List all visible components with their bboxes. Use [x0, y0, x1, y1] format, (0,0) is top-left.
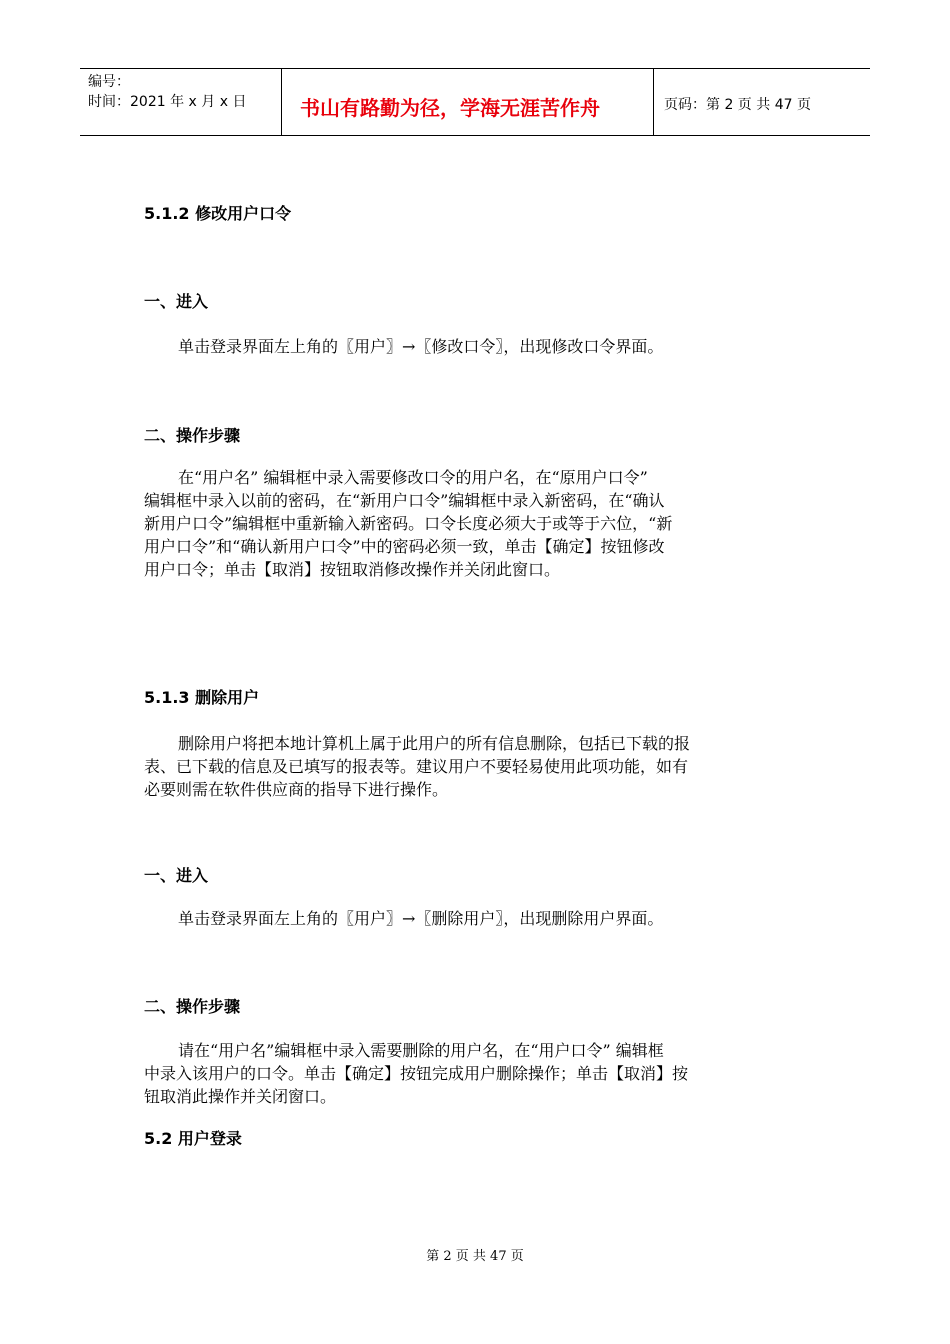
section-5-1-3-steps-heading: 二、操作步骤 — [144, 997, 241, 1016]
section-5-1-3-intro-paragraph — [144, 732, 804, 801]
section-5-2-title: 5.2 用户登录 — [144, 1129, 242, 1148]
section-5-1-2-enter-heading: 一、进入 — [144, 292, 209, 311]
section-5-1-2-enter-text: 单击登录界面左上角的〖用户〗→〖修改口令〗，出现修改口令界面。 — [178, 337, 664, 356]
header-motto: 书山有路勤为径，学海无涯苦作舟 — [300, 96, 600, 120]
paragraph-line: 表、已下载的信息及已填写的报表等。建议用户不要轻易使用此项功能，如有 — [144, 757, 689, 776]
paragraph-line: 用户口令”和“确认新用户口令”中的密码必须一致，单击【确定】按钮修改 — [144, 537, 665, 556]
header-page-info: 页码：第 2 页 共 47 页 — [664, 97, 811, 113]
paragraph-line: 中录入该用户的口令。单击【确定】按钮完成用户删除操作；单击【取消】按 — [144, 1064, 689, 1083]
paragraph-line: 删除用户将把本地计算机上属于此用户的所有信息删除，包括已下载的报 — [178, 734, 691, 753]
section-5-1-2-steps-heading: 二、操作步骤 — [144, 426, 241, 445]
paragraph-line: 编辑框中录入以前的密码，在“新用户口令”编辑框中录入新密码，在“确认 — [144, 491, 665, 510]
paragraph-line: 请在“用户名”编辑框中录入需要删除的用户名，在“用户口令” 编辑框 — [178, 1041, 664, 1060]
header-motto-cell — [282, 69, 654, 135]
section-5-1-3-steps-paragraph — [144, 1039, 804, 1108]
header-meta-cell — [80, 69, 282, 135]
footer-page-number: 第 2 页 共 47 页 — [426, 1249, 524, 1264]
paragraph-line: 新用户口令”编辑框中重新输入新密码。口令长度必须大于或等于六位，“新 — [144, 514, 673, 533]
section-5-1-2-title: 5.1.2 修改用户口令 — [144, 204, 292, 223]
page-footer — [0, 1245, 950, 1264]
paragraph-line: 在“用户名” 编辑框中录入需要修改口令的用户名，在“原用户口令” — [178, 468, 648, 487]
document-number-label: 编号： — [88, 74, 130, 90]
page-header — [80, 68, 870, 136]
section-5-1-2-steps-paragraph — [144, 466, 804, 581]
paragraph-line: 必要则需在软件供应商的指导下进行操作。 — [144, 780, 449, 799]
section-5-1-3-enter-text: 单击登录界面左上角的〖用户〗→〖删除用户〗，出现删除用户界面。 — [178, 909, 664, 928]
section-5-1-3-enter-heading: 一、进入 — [144, 866, 209, 885]
document-time-label: 时间：2021 年 x 月 x 日 — [88, 94, 247, 110]
paragraph-line: 用户口令；单击【取消】按钮取消修改操作并关闭此窗口。 — [144, 560, 561, 579]
section-5-1-3-title: 5.1.3 删除用户 — [144, 688, 260, 707]
header-page-cell — [654, 69, 870, 135]
paragraph-line: 钮取消此操作并关闭窗口。 — [144, 1087, 337, 1106]
